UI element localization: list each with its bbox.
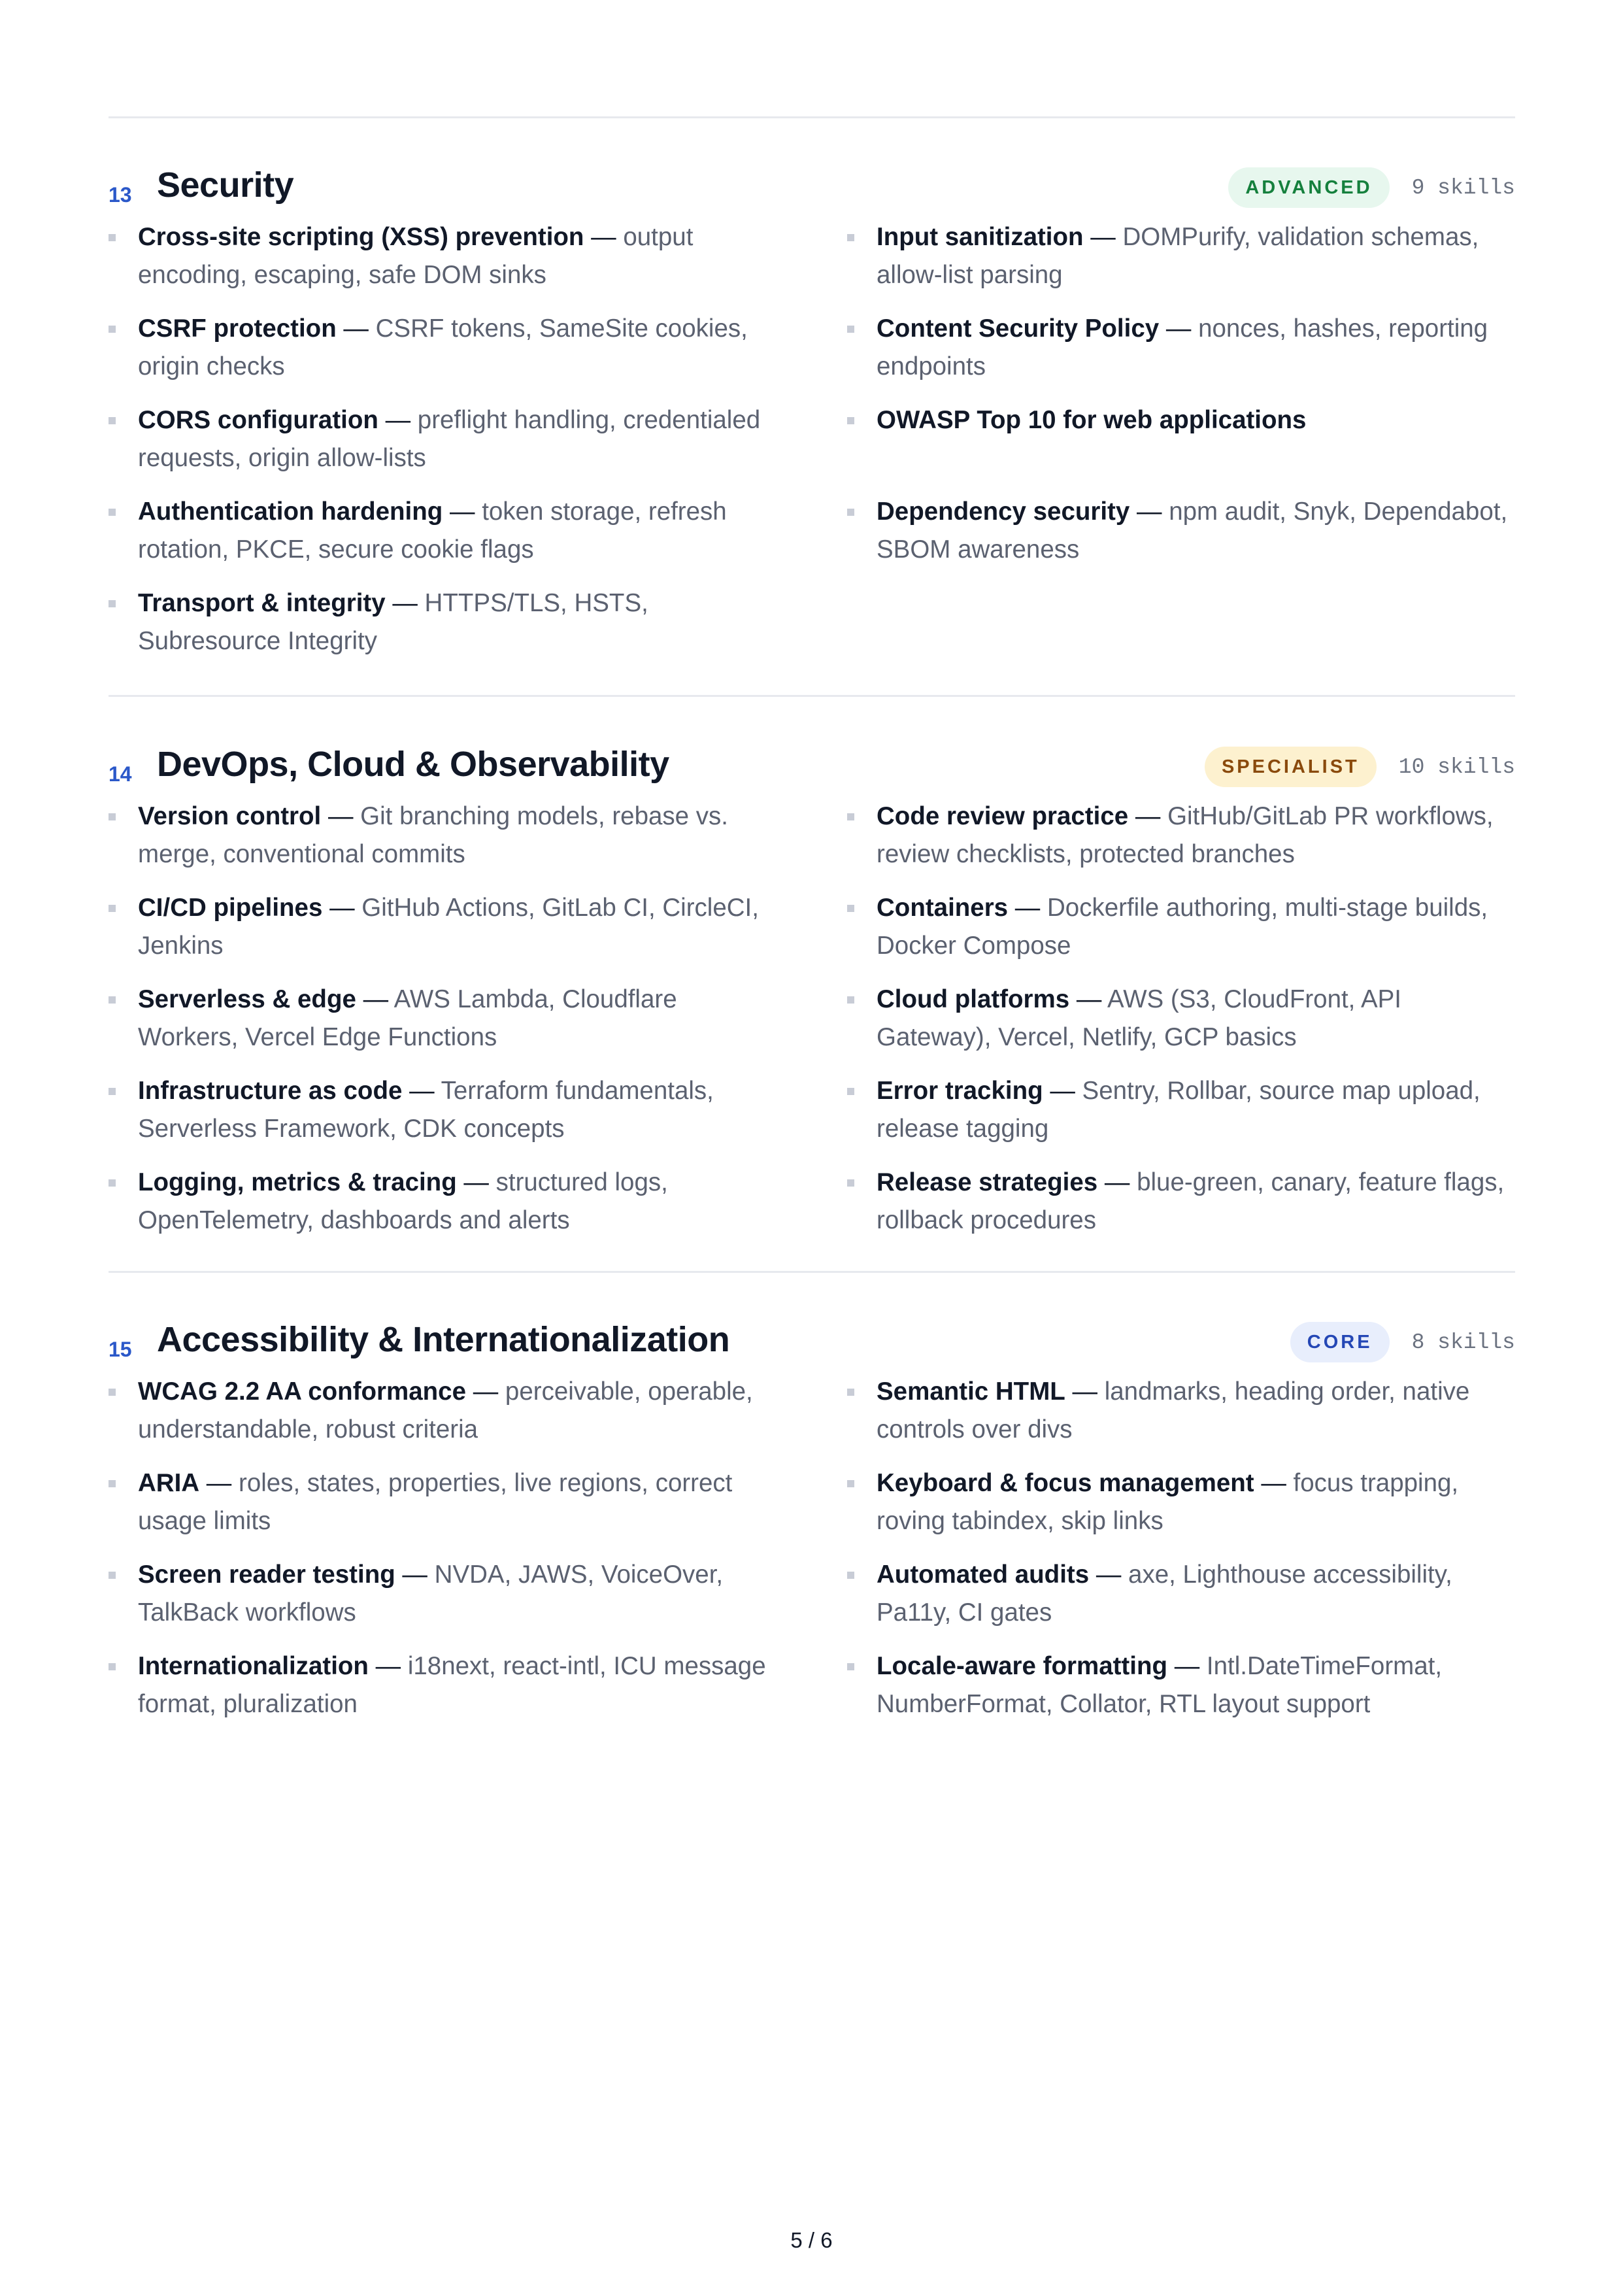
skill-name: Locale-aware formatting <box>877 1652 1167 1680</box>
level-badge: SPECIALIST <box>1205 747 1377 787</box>
section-title: Security <box>157 165 294 205</box>
skill-item <box>847 889 1515 965</box>
skill-separator: — <box>378 406 418 434</box>
bullet-icon <box>847 905 854 912</box>
skill-name: Content Security Policy <box>877 314 1160 343</box>
skill-separator: — <box>368 1652 408 1680</box>
skill-separator: — <box>1043 1077 1082 1105</box>
skill-description: AWS (S3, CloudFront, API Gateway), Vercel, Netlify, GCP basics <box>877 985 1401 1051</box>
skill-separator: — <box>322 894 362 922</box>
skill-description: Dockerfile authoring, multi-stage builds, Docker Compose <box>877 894 1488 960</box>
skill-name: CORS configuration <box>138 406 378 434</box>
skill-name: Authentication hardening <box>138 498 443 526</box>
bullet-icon <box>847 996 854 1004</box>
skill-name: Transport & integrity <box>138 589 386 617</box>
bullet-icon <box>109 1572 116 1579</box>
skills-grid <box>109 1373 1515 1723</box>
skill-separator: — <box>395 1561 435 1589</box>
skill-separator: — <box>1097 1168 1137 1196</box>
skill-item <box>109 1556 777 1632</box>
skill-item <box>847 218 1515 294</box>
skill-description: Intl.DateTimeFormat, NumberFormat, Collator, RTL layout support <box>877 1652 1443 1718</box>
skill-separator: — <box>443 498 482 526</box>
skill-name: Automated audits <box>877 1561 1090 1589</box>
skill-description: Sentry, Rollbar, source map upload, release tagging <box>877 1077 1481 1143</box>
bullet-icon <box>847 417 854 424</box>
skill-item <box>847 981 1515 1056</box>
skills-grid <box>109 798 1515 1240</box>
skill-item <box>847 798 1515 873</box>
skill-description: preflight handling, credentialed requests, origin allow-lists <box>138 406 761 472</box>
section-meta <box>1205 747 1515 787</box>
skill-name: Dependency security <box>877 498 1130 526</box>
skill-item <box>847 493 1515 569</box>
skill-separator: — <box>466 1377 505 1406</box>
skill-item <box>109 1373 777 1449</box>
section-number: 14 <box>109 762 132 786</box>
skill-name: Keyboard & focus management <box>877 1469 1254 1497</box>
skill-description: CSRF tokens, SameSite cookies, origin checks <box>138 314 748 380</box>
bullet-icon <box>847 1389 854 1396</box>
skill-item <box>847 310 1515 386</box>
skill-separator: — <box>1089 1561 1129 1589</box>
bullet-icon <box>109 509 116 516</box>
skill-separator: — <box>1167 1652 1207 1680</box>
skill-description: structured logs, OpenTelemetry, dashboards and alerts <box>138 1168 668 1234</box>
section-header <box>109 165 1515 217</box>
level-badge: CORE <box>1290 1322 1390 1362</box>
skill-description: perceivable, operable, understandable, robust criteria <box>138 1377 753 1443</box>
skill-description: Terraform fundamentals, Serverless Framework, CDK concepts <box>138 1077 714 1143</box>
section-accessibility <box>109 1319 1515 1723</box>
skill-separator: — <box>1129 498 1169 526</box>
skill-name: ARIA <box>138 1469 200 1497</box>
skill-separator: — <box>1128 802 1168 830</box>
skill-item <box>109 493 777 569</box>
skill-description: focus trapping, roving tabindex, skip links <box>877 1469 1459 1535</box>
section-security <box>109 165 1515 660</box>
skill-name: Version control <box>138 802 322 830</box>
bullet-icon <box>109 905 116 912</box>
skill-separator: — <box>584 223 624 251</box>
skill-separator: — <box>199 1469 239 1497</box>
bullet-icon <box>109 1663 116 1670</box>
skill-item <box>109 1464 777 1540</box>
skill-name: Containers <box>877 894 1009 922</box>
section-header <box>109 744 1515 796</box>
skill-name: Error tracking <box>877 1077 1043 1105</box>
bullet-icon <box>109 417 116 424</box>
skill-description: DOMPurify, validation schemas, allow-list parsing <box>877 223 1479 289</box>
bullet-icon <box>109 813 116 820</box>
skill-description: token storage, refresh rotation, PKCE, secure cookie flags <box>138 498 727 564</box>
skill-separator: — <box>1069 985 1107 1013</box>
bullet-icon <box>847 1572 854 1579</box>
skill-description: output encoding, escaping, safe DOM sinks <box>138 223 694 289</box>
page-number: 5 / 6 <box>790 2228 833 2252</box>
skill-separator: — <box>385 589 425 617</box>
bullet-icon <box>847 509 854 516</box>
skill-separator: — <box>1083 223 1123 251</box>
bullet-icon <box>847 1663 854 1670</box>
skill-item <box>109 584 777 660</box>
skill-name: Internationalization <box>138 1652 369 1680</box>
skill-description: GitHub/GitLab PR workflows, review checklists, protected branches <box>877 802 1494 868</box>
skill-separator: — <box>456 1168 496 1196</box>
section-header <box>109 1319 1515 1372</box>
skill-name: Screen reader testing <box>138 1561 395 1589</box>
bullet-icon <box>847 1088 854 1095</box>
skill-item <box>109 1072 777 1148</box>
skill-description: AWS Lambda, Cloudflare Workers, Vercel Edge Functions <box>138 985 677 1051</box>
skill-item <box>847 1373 1515 1449</box>
skill-description: axe, Lighthouse accessibility, Pa11y, CI gates <box>877 1561 1452 1627</box>
bullet-icon <box>109 326 116 333</box>
skill-name: Serverless & edge <box>138 985 356 1013</box>
divider <box>109 1271 1515 1273</box>
skill-separator: — <box>1008 894 1047 922</box>
skill-description: landmarks, heading order, native controls over divs <box>877 1377 1470 1443</box>
bullet-icon <box>109 1179 116 1187</box>
skill-name: Cross-site scripting (XSS) prevention <box>138 223 584 251</box>
section-number: 15 <box>109 1338 132 1361</box>
bullet-icon <box>847 326 854 333</box>
skill-name: OWASP Top 10 for web applications <box>877 406 1307 434</box>
skill-description: roles, states, properties, live regions, correct usage limits <box>138 1469 733 1535</box>
skill-name: Release strategies <box>877 1168 1098 1196</box>
skill-name: Semantic HTML <box>877 1377 1065 1406</box>
skill-separator: — <box>321 802 361 830</box>
bullet-icon <box>847 1480 854 1487</box>
skill-separator: — <box>1159 314 1199 343</box>
skill-description: GitHub Actions, GitLab CI, CircleCI, Jenkins <box>138 894 759 960</box>
skill-description: HTTPS/TLS, HSTS, Subresource Integrity <box>138 589 648 655</box>
divider <box>109 695 1515 697</box>
bullet-icon <box>847 813 854 820</box>
skill-separator: — <box>1065 1377 1105 1406</box>
skill-item <box>847 1647 1515 1723</box>
skill-item <box>847 1164 1515 1240</box>
section-meta <box>1228 167 1515 208</box>
skill-separator: — <box>1254 1469 1294 1497</box>
skill-item <box>109 981 777 1056</box>
skill-item <box>847 1556 1515 1632</box>
skill-description: nonces, hashes, reporting endpoints <box>877 314 1488 380</box>
skill-description: npm audit, Snyk, Dependabot, SBOM awareness <box>877 498 1508 564</box>
skill-description: Git branching models, rebase vs. merge, conventional commits <box>138 802 728 868</box>
skill-item <box>109 1164 777 1240</box>
bullet-icon <box>109 996 116 1004</box>
bullet-icon <box>109 1088 116 1095</box>
section-number: 13 <box>109 183 132 207</box>
section-title: DevOps, Cloud & Observability <box>157 745 669 784</box>
skill-separator: — <box>356 985 394 1013</box>
skill-description: NVDA, JAWS, VoiceOver, TalkBack workflows <box>138 1561 724 1627</box>
skill-name: Input sanitization <box>877 223 1084 251</box>
skill-item <box>109 218 777 294</box>
skill-name: Cloud platforms <box>877 985 1070 1013</box>
bullet-icon <box>847 234 854 241</box>
skill-description: blue-green, canary, feature flags, rollback procedures <box>877 1168 1505 1234</box>
skill-separator: — <box>402 1077 441 1105</box>
section-title: Accessibility & Internationalization <box>157 1320 730 1359</box>
divider <box>109 116 1515 118</box>
skill-item <box>847 1464 1515 1540</box>
skill-name: WCAG 2.2 AA conformance <box>138 1377 467 1406</box>
section-devops <box>109 744 1515 1240</box>
skill-separator: — <box>336 314 376 343</box>
skill-item <box>109 401 777 477</box>
skill-item <box>847 401 1515 477</box>
skill-name: Logging, metrics & tracing <box>138 1168 457 1196</box>
skills-grid <box>109 218 1515 660</box>
skill-item <box>109 798 777 873</box>
bullet-icon <box>847 1179 854 1187</box>
skill-description: i18next, react-intl, ICU message format, pluralization <box>138 1652 766 1718</box>
skill-name: Code review practice <box>877 802 1129 830</box>
skill-count: 8 skills <box>1411 1330 1515 1355</box>
skill-name: Infrastructure as code <box>138 1077 403 1105</box>
skill-name: CI/CD pipelines <box>138 894 323 922</box>
level-badge: ADVANCED <box>1228 167 1389 208</box>
bullet-icon <box>109 1480 116 1487</box>
empty-cell <box>847 584 1515 660</box>
skill-count: 10 skills <box>1398 754 1515 779</box>
bullet-icon <box>109 600 116 607</box>
skill-item <box>109 310 777 386</box>
skill-name: CSRF protection <box>138 314 337 343</box>
skill-item <box>109 1647 777 1723</box>
section-meta <box>1290 1322 1515 1362</box>
bullet-icon <box>109 234 116 241</box>
skill-item <box>109 889 777 965</box>
bullet-icon <box>109 1389 116 1396</box>
skill-count: 9 skills <box>1411 175 1515 200</box>
skill-item <box>847 1072 1515 1148</box>
